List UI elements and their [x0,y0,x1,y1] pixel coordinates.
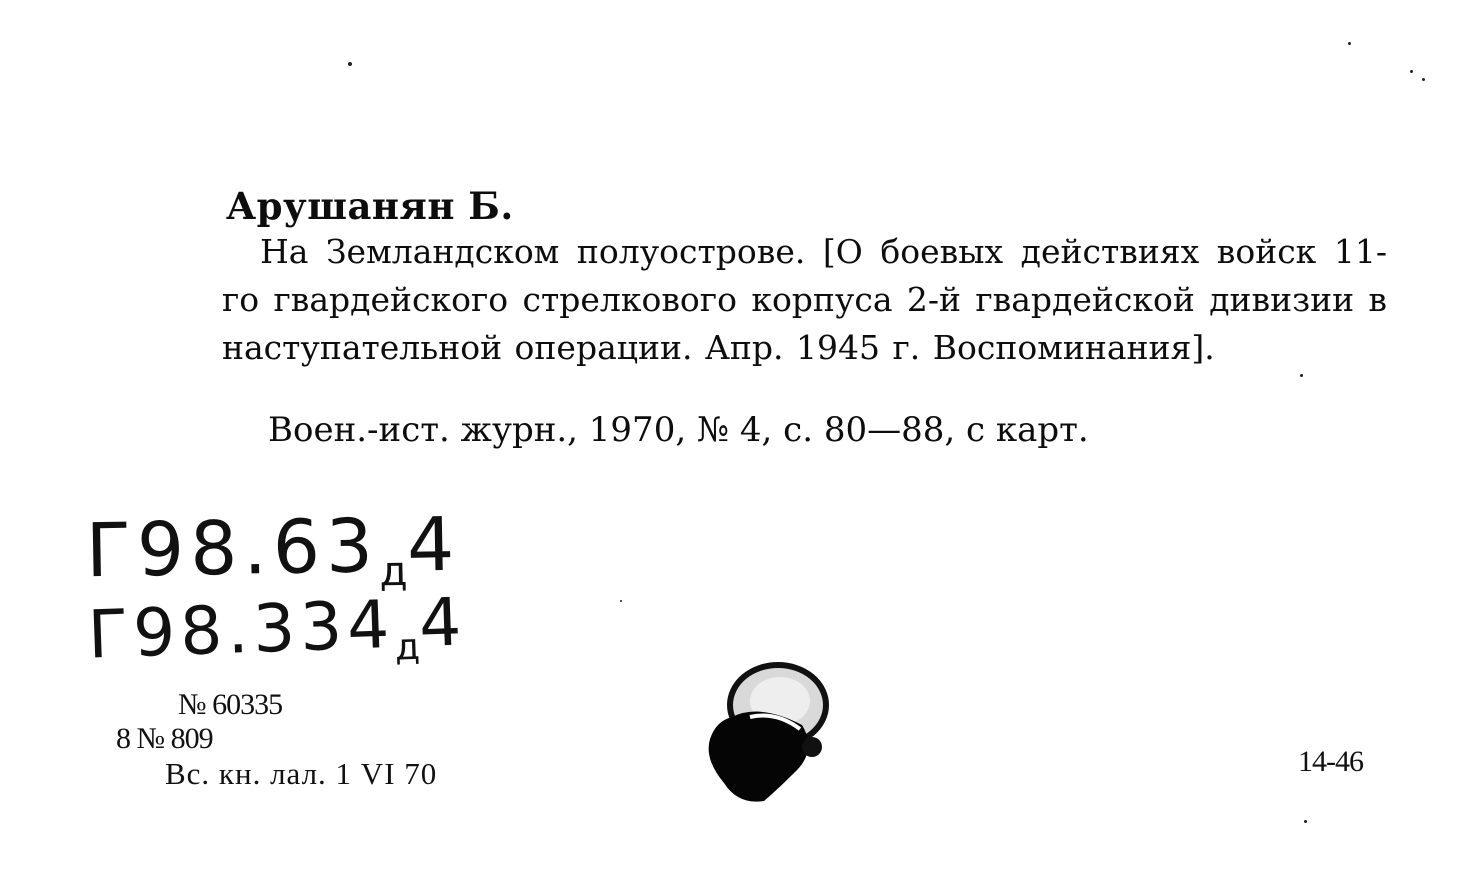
author-name: Арушанян Б. [226,184,514,228]
shelfmark-1-end: 4 [406,501,461,589]
scan-speck [1422,78,1425,81]
entry-description: На Земландском полуострове. [О боевых действиях войск 11-го гвардейского стрелкового корпуса 2-й гвардейской дивизии в наступательной операции. Апр. 1945 г. Воспоминания]. [222,232,1387,367]
scan-speck [620,600,622,602]
shelfmark-2-subscript: д [394,624,421,669]
scan-speck [1348,42,1351,45]
scan-speck [1304,820,1307,823]
scan-speck [1410,70,1413,73]
source-citation: Воен.-ист. журн., 1970, № 4, с. 80—88, с карт. [268,410,1089,450]
accession-date: Вс. кн. лал. 1 VI 70 [165,756,438,791]
handwritten-shelfmark-2 [87,583,468,679]
shelfmark-2-end: 4 [417,583,468,663]
card-code: 14-46 [1298,745,1363,778]
scan-speck [348,62,352,66]
accession-batch: 8 № 809 [116,722,213,755]
ink-stamp-blot [690,655,850,815]
shelfmark-1-subscript: д [378,546,408,596]
scan-speck [1300,374,1303,377]
accession-number: № 60335 [178,688,283,721]
shelfmark-1-main: Г98.63 [85,503,380,595]
shelfmark-2-main: Г98.334 [86,585,396,674]
